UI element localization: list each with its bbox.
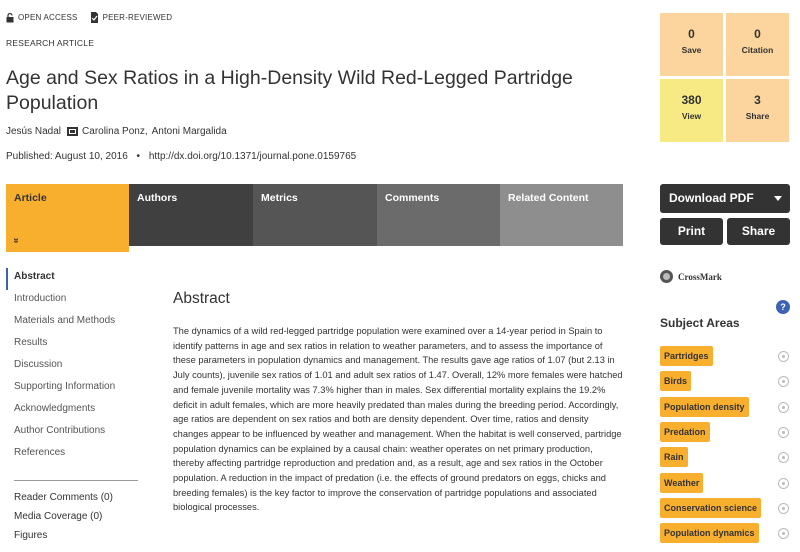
figures-link[interactable]: Figures [14,530,48,541]
open-access-badge[interactable] [6,13,78,23]
author-name[interactable]: Carolina Ponz, [82,126,148,137]
tab-label: Authors [137,192,178,204]
tab-related-content[interactable] [500,184,623,246]
email-icon[interactable] [67,127,78,136]
metric-value: 3 [754,93,761,107]
tab-label: Comments [385,192,440,204]
separator-dot: • [136,151,141,162]
subject-tag[interactable]: Population density [660,397,749,417]
peer-reviewed-badge[interactable] [90,12,173,23]
nav-item-supporting-information[interactable]: Supporting Information [14,381,116,392]
print-button[interactable]: Print [660,218,723,245]
nav-item-introduction[interactable]: Introduction [14,293,67,304]
author-name[interactable]: Jesús Nadal [6,126,62,137]
peer-reviewed-icon [90,12,99,23]
subject-tag[interactable]: Predation [660,422,710,442]
chevron-down-icon: » [10,237,22,244]
abstract-text: The dynamics of a wild red-legged partridge population were examined over a 14-year period in Spain to identify patterns in age and sex ratios in relation to weather parameters, and to assess the importance of these parameters in population dynamics and management. The results gave age ratios of 1.07 (but 2.13 in July counts), juvenile sex ratios of 1.01 and adult sex ratios of 1.47. Overall, 12% more females were hatched and female juvenile mortality was 7.3% higher than in males. Sex differential mortality explains the 19.2% deficit in adult females, which are more heavily predated than males during the breeding period. Accordingly, age ratios are dependent on sex ratios and both are density dependent. Over time, ratios and density changes appear to be influenced by weather and management. When the habitat is well conserved, partridge population dynamics can be explained by a causal chain: weather operates on net primary production, thereby affecting partridge reproduction and predation and, as a result, age and sex ratios in the October population. A reduction in the impact of predation (i.e. the effects of ground predators on eggs, chicks and breeding females) is the key factor to improve the conservation of partridge populations and associated biological processes. [173,326,623,513]
subject-toggle-icon[interactable] [778,528,789,539]
metric-value: 0 [754,27,761,41]
nav-item-author-contributions[interactable]: Author Contributions [14,425,106,436]
subject-tag[interactable]: Conservation science [660,498,761,518]
share-button[interactable]: Share [727,218,790,245]
metric-label: Share [745,111,770,121]
metric-value: 380 [681,93,702,107]
metric-value: 0 [688,27,695,41]
metric-label: Save [681,45,702,55]
subject-tag[interactable]: Weather [660,473,703,493]
subject-tag[interactable]: Population dynamics [660,523,759,543]
author-name[interactable]: Antoni Margalida [151,126,227,137]
metric-citation[interactable] [726,13,789,76]
doi-link[interactable]: http://dx.doi.org/10.1371/journal.pone.0159765 [148,151,357,162]
download-pdf-label: Download PDF [669,191,754,205]
tab-label: Article [14,192,47,204]
abstract-heading: Abstract [173,290,230,307]
metric-label: View [681,111,702,121]
help-icon[interactable]: ? [776,300,790,314]
nav-item-abstract[interactable]: Abstract [6,268,138,290]
metric-view[interactable] [660,79,723,142]
publication-info [6,151,356,162]
metric-save[interactable] [660,13,723,76]
author-list [6,126,231,137]
crossmark-label: CrossMark [678,271,722,282]
section-nav [6,268,138,546]
nav-item-references[interactable]: References [14,447,66,458]
subject-toggle-icon[interactable] [778,452,789,463]
subject-toggle-icon[interactable] [778,503,789,514]
tab-label: Related Content [508,192,589,204]
tab-metrics[interactable] [253,184,377,246]
subject-tag[interactable]: Partridges [660,346,713,366]
crossmark-link[interactable] [660,270,722,283]
nav-item-results[interactable]: Results [14,337,48,348]
tab-label: Metrics [261,192,298,204]
published-date: Published: August 10, 2016 [6,151,128,162]
access-badges [6,12,184,23]
media-coverage-link[interactable]: Media Coverage (0) [14,511,103,522]
article-type: RESEARCH ARTICLE [6,38,95,48]
metric-label: Citation [741,45,774,55]
subject-toggle-icon[interactable] [778,478,789,489]
subject-toggle-icon[interactable] [778,427,789,438]
subject-areas-heading: Subject Areas [660,316,740,330]
article-tabs [6,184,623,252]
nav-item-discussion[interactable]: Discussion [14,359,63,370]
lock-open-icon [6,13,14,23]
nav-divider [14,480,138,481]
subject-toggle-icon[interactable] [778,376,789,387]
subject-toggle-icon[interactable] [778,402,789,413]
reader-comments-link[interactable]: Reader Comments (0) [14,492,113,503]
open-access-label: OPEN ACCESS [18,13,78,22]
subject-tag[interactable]: Rain [660,447,688,467]
caret-down-icon[interactable] [774,196,782,201]
nav-item-materials-methods[interactable]: Materials and Methods [14,315,116,326]
metric-share[interactable] [726,79,789,142]
tab-comments[interactable] [377,184,500,246]
nav-item-acknowledgments[interactable]: Acknowledgments [14,403,96,414]
peer-reviewed-label: PEER-REVIEWED [102,13,173,22]
article-title: Age and Sex Ratios in a High-Density Wild Red-Legged Partridge Population [6,67,573,114]
tab-article[interactable] [6,184,129,252]
tab-authors[interactable] [129,184,253,246]
subject-tag[interactable]: Birds [660,371,691,391]
subject-toggle-icon[interactable] [778,351,789,362]
crossmark-icon [660,270,673,283]
download-pdf-button[interactable] [660,184,790,213]
